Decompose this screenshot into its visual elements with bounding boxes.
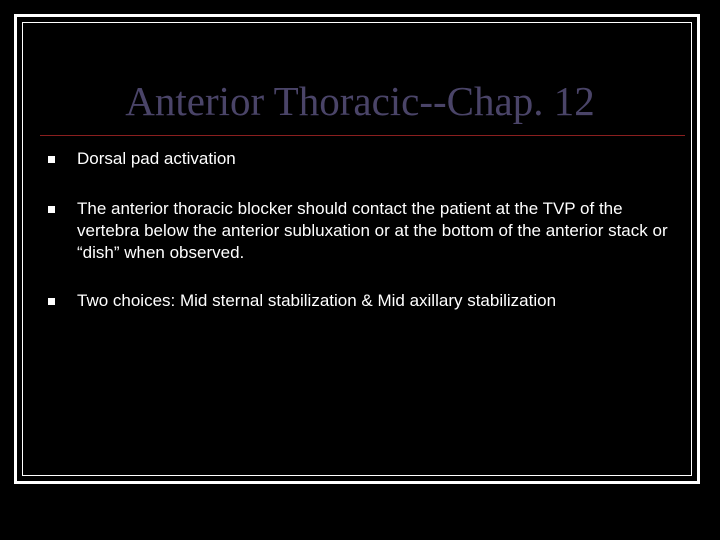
square-bullet-icon <box>48 298 55 305</box>
bullet-text: Dorsal pad activation <box>77 149 236 168</box>
bullet-item <box>48 198 688 264</box>
square-bullet-icon <box>48 206 55 213</box>
square-bullet-icon <box>48 156 55 163</box>
bullet-text: The anterior thoracic blocker should contact the patient at the TVP of the vertebra below the anterior subluxation or at the bottom of the anterior stack or “dish” when observed. <box>77 199 668 262</box>
bullet-item <box>48 290 688 312</box>
bullet-item <box>48 148 688 170</box>
bullet-text: Two choices: Mid sternal stabilization & Mid axillary stabilization <box>77 291 557 310</box>
title-divider <box>40 135 685 136</box>
slide-title: Anterior Thoracic--Chap. 12 <box>125 78 595 124</box>
bullet-list <box>48 148 688 338</box>
